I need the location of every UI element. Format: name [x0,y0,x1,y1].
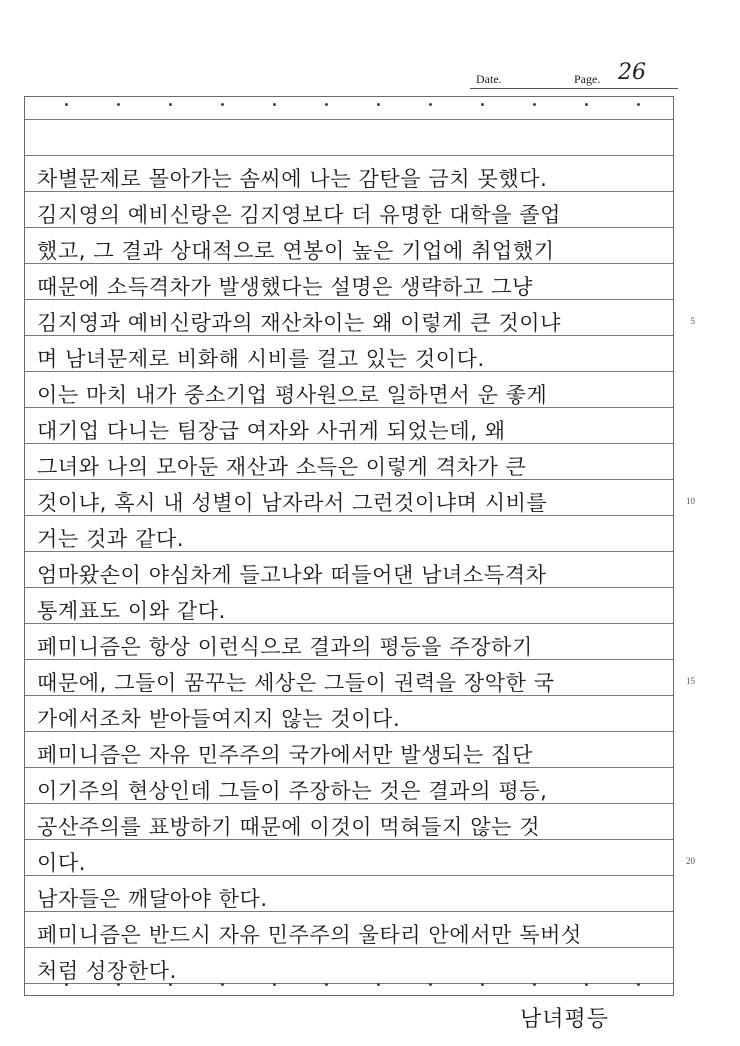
handwritten-line: 그녀와 나의 모아둔 재산과 소득은 이렇게 격차가 큰 [37,455,527,479]
ruled-line [25,731,673,767]
handwritten-line: 이다. [37,851,87,875]
guide-dot [325,983,328,986]
page-header [470,60,680,90]
guide-dot [533,103,536,106]
guide-dot [169,983,172,986]
handwritten-line: 것이냐, 혹시 내 성별이 남자라서 그런것이냐며 시비를 [37,491,548,515]
ruled-line [25,371,673,407]
ruled-line [25,515,673,551]
guide-dot [429,103,432,106]
guide-dot [221,103,224,106]
handwritten-line: 처럼 성장한다. [37,959,177,983]
guide-dot [65,983,68,986]
handwritten-line: 했고, 그 결과 상대적으로 연봉이 높은 기업에 취업했기 [37,239,555,263]
ruled-line [25,443,673,479]
ruled-line [25,803,673,839]
signature: 남녀평등 [520,1007,610,1032]
ruled-line [25,911,673,947]
handwritten-line: 김지영의 예비신랑은 김지영보다 더 유명한 대학을 졸업 [37,203,562,227]
header-rule [470,88,678,89]
guide-dot [169,103,172,106]
ruled-line [25,155,673,191]
ruled-line [25,947,673,983]
guide-dot [325,103,328,106]
guide-dot [273,103,276,106]
line-number: 10 [686,496,695,506]
ruled-line [25,551,673,587]
line-number: 5 [690,316,695,326]
guide-dot [533,983,536,986]
guide-dot [637,983,640,986]
handwritten-line: 페미니즘은 항상 이런식으로 결과의 평등을 주장하기 [37,635,533,659]
bottom-dot-row [25,983,673,989]
ruled-line [25,299,695,335]
handwritten-line: 남자들은 깨달아야 한다. [37,887,268,911]
top-dot-row [25,103,673,109]
ruled-sheet [24,96,695,996]
ruled-line [25,407,673,443]
guide-dot [377,983,380,986]
guide-dot [221,983,224,986]
guide-dot [117,103,120,106]
handwritten-line: 거는 것과 같다. [37,527,185,551]
ruled-line [25,875,673,911]
guide-dot [377,103,380,106]
handwritten-line: 때문에, 그들이 꿈꾸는 세상은 그들이 권력을 장악한 국 [37,671,555,695]
handwritten-line: 엄마왔손이 야심차게 들고나와 떠들어댄 남녀소득격차 [37,563,547,587]
ruled-line [25,587,673,623]
page-number: 26 [618,60,646,85]
line-number: 20 [686,856,695,866]
handwritten-line: 김지영과 예비신랑과의 재산차이는 왜 이렇게 큰 것이냐 [37,311,562,335]
guide-dot [637,103,640,106]
ruled-lines [25,119,695,1019]
ruled-line [25,767,673,803]
ruled-line [25,227,673,263]
guide-dot [429,983,432,986]
guide-dot [481,103,484,106]
guide-dot [65,103,68,106]
handwritten-line: 공산주의를 표방하기 때문에 이것이 먹혀들지 않는 것 [37,815,541,839]
ruled-line [25,191,673,227]
ruled-line [25,119,673,155]
ruled-line [25,659,695,695]
page-label: Page. [574,72,601,86]
ruled-line [25,479,695,515]
ruled-line [25,263,673,299]
ruled-line [25,335,673,371]
guide-dot [585,983,588,986]
date-label: Date. [476,72,502,86]
handwritten-line: 통계표도 이와 같다. [37,599,226,623]
handwritten-line: 대기업 다니는 팀장급 여자와 사귀게 되었는데, 왜 [37,419,506,443]
handwritten-line: 이기주의 현상인데 그들이 주장하는 것은 결과의 평등, [37,779,548,803]
handwritten-line: 며 남녀문제로 비화해 시비를 걸고 있는 것이다. [37,347,485,371]
handwritten-line: 페미니즘은 자유 민주주의 국가에서만 발생되는 집단 [37,743,533,767]
guide-dot [117,983,120,986]
handwritten-line: 차별문제로 몰아가는 솜씨에 나는 감탄을 금치 못했다. [37,167,548,191]
handwritten-line: 이는 마치 내가 중소기업 평사원으로 일하면서 운 좋게 [37,383,548,407]
ruled-line [25,623,673,659]
handwritten-line: 때문에 소득격차가 발생했다는 설명은 생략하고 그냥 [37,275,533,299]
guide-dot [273,983,276,986]
ruled-line [25,839,695,875]
ruled-line [25,695,673,731]
line-number: 15 [686,676,695,686]
guide-dot [585,103,588,106]
handwritten-line: 페미니즘은 반드시 자유 민주주의 울타리 안에서만 독버섯 [37,923,582,947]
handwritten-line: 가에서조차 받아들여지지 않는 것이다. [37,707,401,731]
guide-dot [481,983,484,986]
